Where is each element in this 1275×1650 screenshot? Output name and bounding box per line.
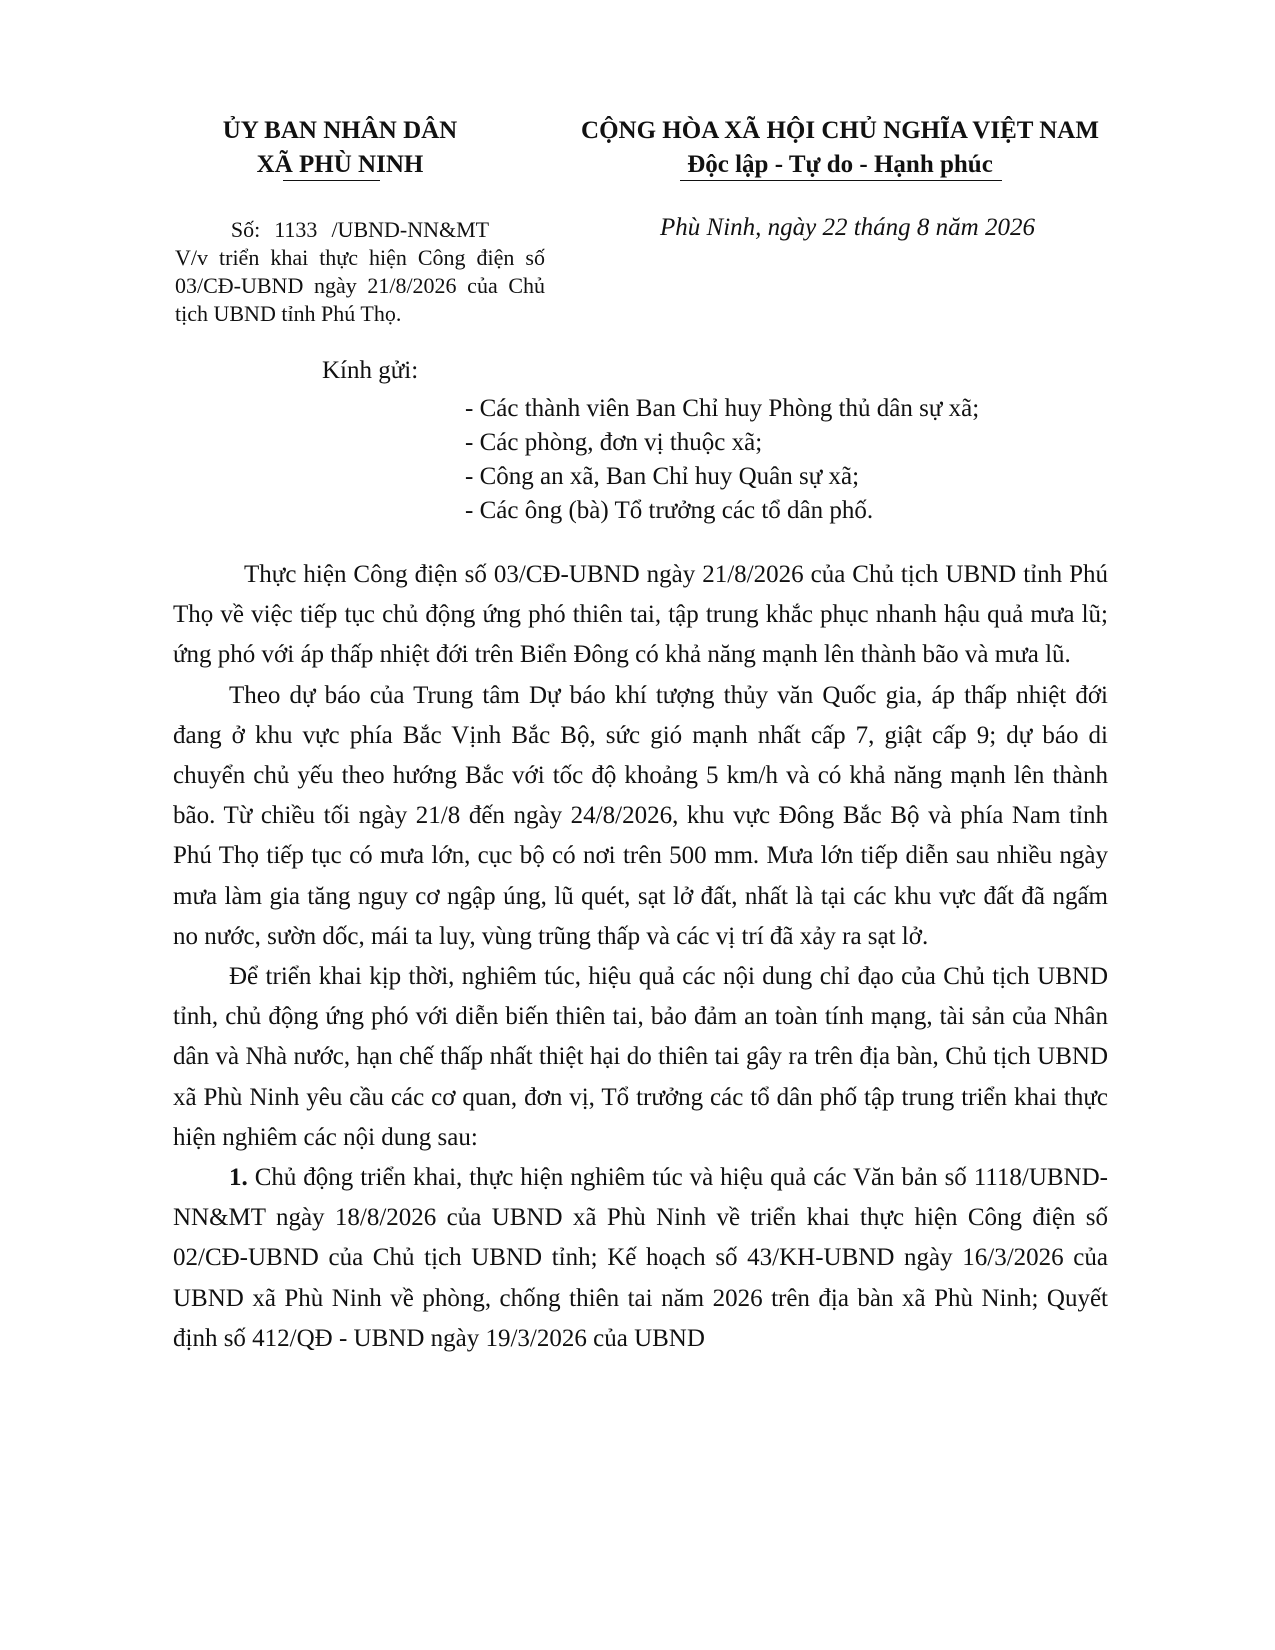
document-body bbox=[173, 555, 1108, 1359]
issuer-line-2: XÃ PHÙ NINH bbox=[256, 151, 424, 178]
so-number: 1133 bbox=[274, 217, 318, 242]
so-label: Số: bbox=[230, 217, 261, 242]
document-number bbox=[175, 216, 545, 244]
issuer-line-1: ỦY BAN NHÂN DÂN bbox=[222, 117, 458, 144]
document-subject: V/v triển khai thực hiện Công điện số 03/CĐ-UBND ngày 21/8/2026 của Chủ tịch UBND tỉnh Phú Thọ. bbox=[175, 245, 545, 326]
paragraph-3: Để triển khai kịp thời, nghiêm túc, hiệu quả các nội dung chỉ đạo của Chủ tịch UBND tỉnh, chủ động ứng phó với diễn biến thiên tai, bảo đảm an toàn tính mạng, tài sản của Nhân dân và Nhà nước, hạn chế thấp nhất thiệt hại do thiên tai gây ra trên địa bàn, Chủ tịch UBND xã Phù Ninh yêu cầu các cơ quan, đơn vị, Tổ trưởng các tổ dân phố tập trung triển khai thực hiện nghiêm các nội dung sau: bbox=[173, 963, 1108, 1151]
paragraph-2: Theo dự báo của Trung tâm Dự báo khí tượng thủy văn Quốc gia, áp thấp nhiệt đới đang ở khu vực phía Bắc Vịnh Bắc Bộ, sức gió mạnh nhất cấp 7, giật cấp 9; dự báo di chuyển chủ yếu theo hướng Bắc với tốc độ khoảng 5 km/h và có khả năng mạnh lên thành bão. Từ chiều tối ngày 21/8 đến ngày 24/8/2026, khu vực Đông Bắc Bộ và phía Nam tỉnh Phú Thọ tiếp tục có mưa lớn, cục bộ có nơi trên 500 mm. Mưa lớn tiếp diễn sau nhiều ngày mưa làm gia tăng nguy cơ ngập úng, lũ quét, sạt lở đất, nhất là tại các khu vực đất đã ngấm no nước, sườn dốc, mái ta luy, vùng trũng thấp và các vị trí đã xảy ra sạt lở. bbox=[173, 681, 1108, 950]
paragraph-4 bbox=[173, 1158, 1108, 1359]
recipients-label: Kính gửi: bbox=[322, 357, 419, 384]
date-line: Phù Ninh, ngày 22 tháng 8 năm 2026 bbox=[660, 214, 1035, 241]
so-suffix: /UBND-NN&MT bbox=[331, 217, 490, 242]
motto-underline bbox=[680, 180, 1002, 181]
issuer-underline bbox=[283, 180, 380, 181]
paragraph-1: Thực hiện Công điện số 03/CĐ-UBND ngày 21/8/2026 của Chủ tịch UBND tỉnh Phú Thọ về việc tiếp tục chủ động ứng phó thiên tai, tập trung khắc phục nhanh hậu quả mưa lũ; ứng phó với áp thấp nhiệt đới trên Biển Đông có khả năng mạnh lên thành bão và mưa lũ. bbox=[173, 561, 1108, 669]
issuer-header bbox=[190, 114, 490, 182]
document-number-block bbox=[175, 216, 545, 328]
recipient-item: - Các phòng, đơn vị thuộc xã; bbox=[465, 429, 763, 456]
national-motto: Độc lập - Tự do - Hạnh phúc bbox=[687, 151, 993, 178]
recipient-item: - Công an xã, Ban Chỉ huy Quân sự xã; bbox=[465, 463, 860, 490]
item-number: 1. bbox=[229, 1164, 248, 1192]
national-header bbox=[560, 114, 1120, 182]
national-title: CỘNG HÒA XÃ HỘI CHỦ NGHĨA VIỆT NAM bbox=[581, 117, 1099, 144]
recipient-item: - Các ông (bà) Tổ trưởng các tổ dân phố. bbox=[465, 497, 874, 524]
paragraph-4-text: Chủ động triển khai, thực hiện nghiêm túc và hiệu quả các Văn bản số 1118/UBND-NN&MT ngày 18/8/2026 của UBND xã Phù Ninh về triển khai thực hiện Công điện số 02/CĐ-UBND của Chủ tịch UBND tỉnh; Kế hoạch số 43/KH-UBND ngày 16/3/2026 của UBND xã Phù Ninh về phòng, chống thiên tai năm 2026 trên địa bàn xã Phù Ninh; Quyết định số 412/QĐ - UBND ngày 19/3/2026 của UBND bbox=[173, 1164, 1108, 1352]
recipient-item: - Các thành viên Ban Chỉ huy Phòng thủ dân sự xã; bbox=[465, 395, 980, 422]
recipients-list bbox=[465, 392, 979, 528]
